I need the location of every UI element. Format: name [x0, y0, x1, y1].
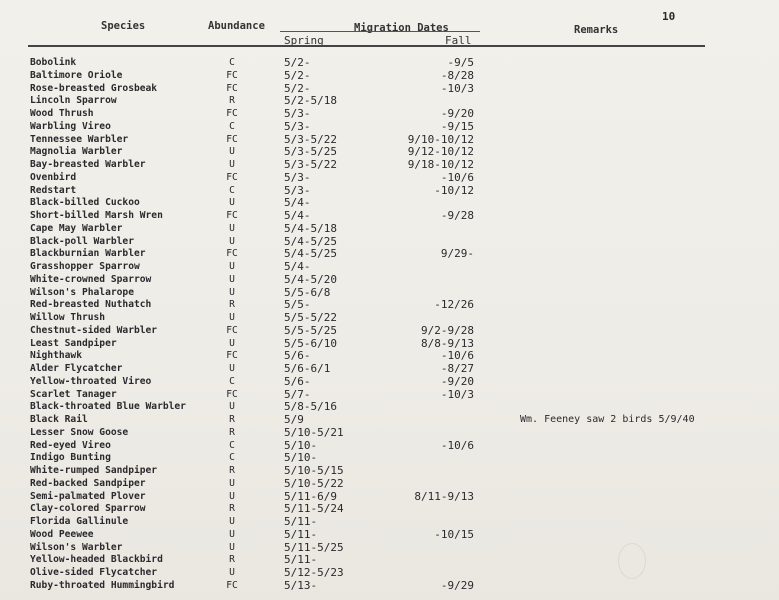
abundance-cell: U	[229, 363, 235, 374]
table-row	[0, 452, 779, 465]
remarks-cell: Wm. Feeney saw 2 birds 5/9/40	[520, 414, 695, 425]
abundance-cell: U	[229, 541, 235, 553]
species-cell: Florida Gallinule	[30, 516, 129, 527]
table-row	[0, 248, 779, 261]
table-row	[0, 580, 779, 593]
abundance-cell: R	[229, 95, 235, 107]
table-row	[0, 529, 779, 542]
spring-date-cell: 5/11-	[284, 527, 318, 541]
spring-date-cell: 5/7-	[284, 387, 311, 401]
table-row	[0, 95, 779, 108]
spring-date-cell: 5/3-5/25	[284, 145, 337, 159]
fall-date-cell: -10/6	[440, 349, 474, 363]
species-cell: Tennessee Warbler	[30, 133, 129, 145]
spring-date-cell: 5/3-5/22	[284, 158, 337, 171]
spring-date-cell: 5/11-5/24	[284, 502, 344, 516]
spring-date-cell: 5/3-	[284, 119, 311, 133]
table-row	[0, 236, 779, 249]
table-row	[0, 491, 779, 504]
table-row	[0, 57, 779, 70]
abundance-cell: U	[229, 477, 235, 489]
species-table	[0, 57, 779, 593]
table-row	[0, 261, 779, 274]
fall-date-cell: -10/3	[440, 81, 474, 95]
table-row	[0, 376, 779, 389]
species-cell: Blackburnian Warbler	[30, 248, 146, 260]
spring-date-cell: 5/5-6/10	[284, 336, 337, 350]
abundance-cell: U	[229, 146, 235, 158]
table-row	[0, 554, 779, 567]
fall-date-cell: -9/28	[440, 209, 474, 222]
species-cell: Redstart	[30, 184, 77, 196]
page-number: 10	[662, 10, 676, 23]
abundance-cell: R	[229, 465, 235, 476]
fall-date-cell: -10/6	[440, 438, 474, 452]
header-spring: Spring	[284, 34, 324, 47]
spring-date-cell: 5/5-5/25	[284, 323, 337, 337]
spring-date-cell: 5/3-	[284, 183, 311, 197]
species-cell: Cape May Warbler	[30, 222, 123, 234]
header-abundance: Abundance	[208, 20, 265, 32]
table-row	[0, 223, 779, 236]
spring-date-cell: 5/11-5/25	[284, 540, 344, 554]
species-cell: Willow Thrush	[30, 312, 106, 323]
fall-date-cell: -10/12	[434, 183, 474, 197]
header-remarks: Remarks	[574, 24, 619, 36]
abundance-cell: U	[229, 490, 235, 502]
abundance-cell: U	[229, 222, 235, 234]
table-row	[0, 465, 779, 478]
abundance-cell: FC	[226, 82, 238, 94]
abundance-cell: FC	[226, 350, 238, 362]
fall-date-cell: -9/15	[440, 119, 474, 133]
abundance-cell: R	[229, 426, 235, 438]
fall-date-cell: -12/26	[434, 298, 474, 312]
header-migration-dates: Migration Dates	[354, 22, 449, 34]
spring-date-cell: 5/10-	[284, 438, 318, 452]
abundance-cell: R	[229, 503, 235, 515]
table-row	[0, 287, 779, 300]
fall-date-cell: -10/6	[440, 170, 474, 184]
spring-date-cell: 5/11-	[284, 553, 318, 567]
table-row	[0, 172, 779, 185]
abundance-cell: U	[229, 401, 235, 413]
table-row	[0, 503, 779, 516]
abundance-cell: FC	[226, 69, 238, 81]
species-cell: Semi-palmated Plover	[30, 490, 146, 502]
spring-date-cell: 5/13-	[284, 578, 318, 592]
abundance-cell: U	[229, 337, 235, 349]
table-row	[0, 414, 779, 427]
species-cell: Black Rail	[30, 414, 88, 425]
species-cell: Clay-colored Sparrow	[30, 503, 146, 515]
abundance-cell: U	[229, 261, 235, 272]
table-row	[0, 312, 779, 325]
species-cell: White-rumped Sandpiper	[30, 465, 158, 476]
species-cell: Black-poll Warbler	[30, 235, 134, 247]
migration-dates-underline	[280, 31, 480, 32]
abundance-cell: FC	[226, 324, 238, 336]
table-row	[0, 363, 779, 376]
species-cell: Wood Thrush	[30, 108, 94, 119]
spring-date-cell: 5/2-5/18	[284, 94, 337, 108]
abundance-cell: U	[229, 197, 235, 209]
fall-date-cell: 9/29-	[440, 247, 474, 261]
fall-date-cell: -9/29	[440, 578, 474, 592]
table-row	[0, 108, 779, 121]
header-fall: Fall	[445, 34, 472, 47]
spring-date-cell: 5/3-	[284, 107, 311, 120]
abundance-cell: FC	[226, 210, 238, 221]
table-row	[0, 197, 779, 210]
fall-date-cell: 8/8-9/13	[421, 336, 474, 350]
spring-date-cell: 5/4-5/25	[284, 234, 337, 248]
spring-date-cell: 5/4-	[284, 196, 311, 210]
abundance-cell: U	[229, 273, 235, 285]
table-row	[0, 325, 779, 338]
abundance-cell: C	[229, 57, 235, 68]
table-row	[0, 338, 779, 351]
spring-date-cell: 5/5-	[284, 298, 311, 312]
spring-date-cell: 5/8-5/16	[284, 400, 337, 414]
species-cell: Grasshopper Sparrow	[30, 261, 140, 272]
fall-date-cell: -9/20	[440, 107, 474, 120]
header-rule	[28, 45, 705, 47]
species-cell: Magnolia Warbler	[30, 146, 123, 158]
species-cell: Baltimore Oriole	[30, 69, 123, 81]
fall-date-cell: -10/3	[440, 387, 474, 401]
species-cell: Indigo Bunting	[30, 452, 111, 464]
abundance-cell: FC	[226, 133, 238, 145]
species-cell: Black-billed Cuckoo	[30, 197, 140, 209]
species-cell: Chestnut-sided Warbler	[30, 324, 158, 336]
abundance-cell: U	[229, 567, 235, 578]
table-row	[0, 389, 779, 402]
abundance-cell: C	[229, 439, 235, 451]
spring-date-cell: 5/5-5/22	[284, 311, 337, 324]
abundance-cell: U	[229, 516, 235, 527]
fall-date-cell: -8/27	[440, 362, 474, 375]
species-cell: Red-backed Sandpiper	[30, 477, 146, 489]
fall-date-cell: 9/2-9/28	[421, 323, 474, 337]
spring-date-cell: 5/2-	[284, 56, 311, 69]
abundance-cell: FC	[226, 388, 238, 400]
spring-date-cell: 5/5-6/8	[284, 285, 331, 299]
spring-date-cell: 5/3-5/22	[284, 132, 337, 146]
abundance-cell: C	[229, 452, 235, 464]
table-row	[0, 516, 779, 529]
table-row	[0, 83, 779, 96]
faint-stamp	[618, 543, 646, 579]
spring-date-cell: 5/6-	[284, 374, 311, 388]
spring-date-cell: 5/2-	[284, 81, 311, 95]
species-cell: Wilson's Phalarope	[30, 286, 134, 298]
table-row	[0, 567, 779, 580]
spring-date-cell: 5/6-	[284, 349, 311, 363]
species-cell: Black-throated Blue Warbler	[30, 401, 186, 413]
abundance-cell: R	[229, 414, 235, 425]
abundance-cell: U	[229, 235, 235, 247]
abundance-cell: U	[229, 286, 235, 298]
species-cell: Nighthawk	[30, 350, 82, 362]
spring-date-cell: 5/10-5/15	[284, 464, 344, 477]
species-cell: Ovenbird	[30, 171, 77, 183]
species-cell: Warbling Vireo	[30, 120, 111, 132]
species-cell: Short-billed Marsh Wren	[30, 210, 163, 221]
species-cell: Lesser Snow Goose	[30, 426, 129, 438]
abundance-cell: U	[229, 159, 235, 170]
species-cell: Wood Peewee	[30, 528, 94, 540]
abundance-cell: FC	[226, 171, 238, 183]
spring-date-cell: 5/4-5/20	[284, 272, 337, 286]
table-row	[0, 185, 779, 198]
spring-date-cell: 5/11-	[284, 515, 318, 528]
spring-date-cell: 5/4-5/18	[284, 221, 337, 235]
fall-date-cell: 9/18-10/12	[407, 158, 474, 171]
table-row	[0, 542, 779, 555]
species-cell: Wilson's Warbler	[30, 541, 123, 553]
spring-date-cell: 5/9	[284, 413, 304, 426]
fall-date-cell: -10/15	[434, 527, 474, 541]
abundance-cell: FC	[226, 108, 238, 119]
fall-date-cell: 9/10-10/12	[407, 132, 474, 146]
table-row	[0, 478, 779, 491]
spring-date-cell: 5/10-	[284, 451, 318, 465]
table-row	[0, 134, 779, 147]
fall-date-cell: 9/12-10/12	[407, 145, 474, 159]
abundance-cell: R	[229, 554, 235, 566]
species-cell: Yellow-throated Vireo	[30, 375, 152, 387]
spring-date-cell: 5/6-6/1	[284, 362, 331, 375]
fall-date-cell: 8/11-9/13	[414, 489, 474, 503]
fall-date-cell: -9/20	[440, 374, 474, 388]
table-row	[0, 427, 779, 440]
species-cell: Ruby-throated Hummingbird	[30, 579, 175, 591]
species-cell: Rose-breasted Grosbeak	[30, 82, 158, 94]
table-row	[0, 299, 779, 312]
species-cell: Red-eyed Vireo	[30, 439, 111, 451]
spring-date-cell: 5/12-5/23	[284, 566, 344, 579]
spring-date-cell: 5/11-6/9	[284, 489, 337, 503]
spring-date-cell: 5/10-5/22	[284, 476, 344, 490]
header-species: Species	[101, 20, 146, 32]
species-cell: Bay-breasted Warbler	[30, 159, 146, 170]
species-cell: Alder Flycatcher	[30, 363, 123, 374]
spring-date-cell: 5/4-	[284, 209, 311, 222]
species-cell: Least Sandpiper	[30, 337, 117, 349]
species-cell: Lincoln Sparrow	[30, 95, 117, 107]
species-cell: Scarlet Tanager	[30, 388, 117, 400]
abundance-cell: C	[229, 375, 235, 387]
table-row	[0, 121, 779, 134]
species-cell: White-crowned Sparrow	[30, 273, 152, 285]
species-cell: Olive-sided Flycatcher	[30, 567, 158, 578]
table-row	[0, 350, 779, 363]
abundance-cell: U	[229, 528, 235, 540]
table-row	[0, 401, 779, 414]
abundance-cell: C	[229, 120, 235, 132]
table-row	[0, 159, 779, 172]
spring-date-cell: 5/4-	[284, 260, 311, 273]
fall-date-cell: -9/5	[447, 56, 474, 69]
table-row	[0, 274, 779, 287]
species-cell: Yellow-headed Blackbird	[30, 554, 163, 566]
spring-date-cell: 5/2-	[284, 68, 311, 82]
abundance-cell: FC	[226, 248, 238, 260]
fall-date-cell: -8/28	[440, 68, 474, 82]
species-cell: Bobolink	[30, 57, 77, 68]
spring-date-cell: 5/4-5/25	[284, 247, 337, 261]
spring-date-cell: 5/3-	[284, 170, 311, 184]
abundance-cell: R	[229, 299, 235, 311]
table-row	[0, 70, 779, 83]
table-row	[0, 210, 779, 223]
table-row	[0, 440, 779, 453]
abundance-cell: U	[229, 312, 235, 323]
species-cell: Red-breasted Nuthatch	[30, 299, 152, 311]
abundance-cell: C	[229, 184, 235, 196]
abundance-cell: FC	[226, 579, 238, 591]
table-row	[0, 146, 779, 159]
spring-date-cell: 5/10-5/21	[284, 425, 344, 439]
